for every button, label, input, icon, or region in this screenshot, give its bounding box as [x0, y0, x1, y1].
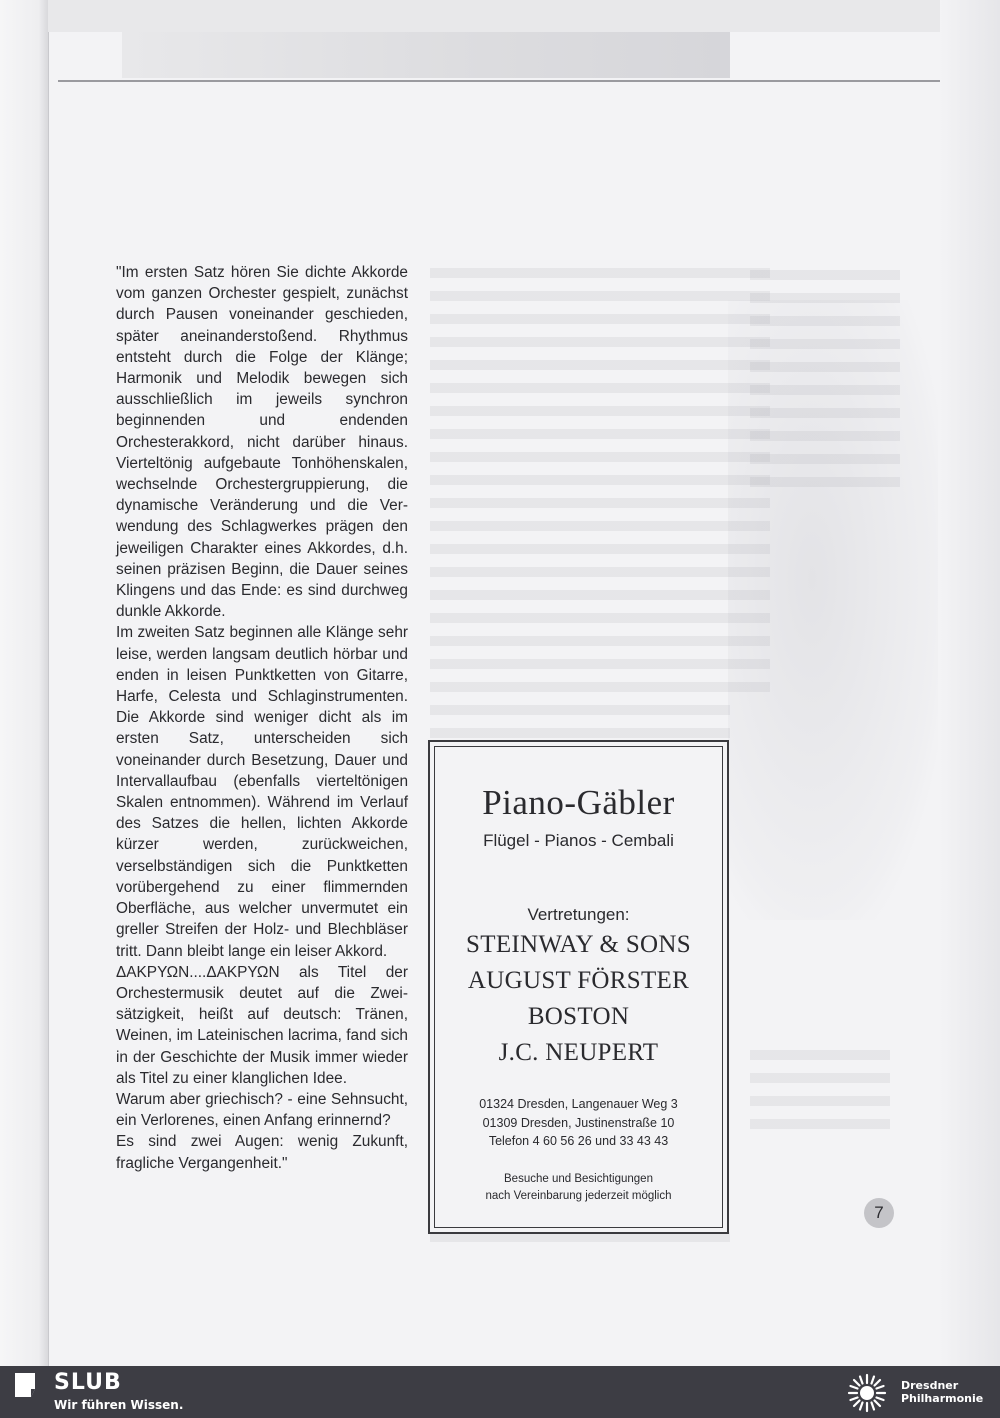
- bleedthrough-caption-bottom: [750, 1050, 890, 1140]
- top-page-edge: [48, 0, 1000, 32]
- ad-visit-line: nach Vereinbarung jederzeit möglich: [485, 1190, 672, 1202]
- slub-logo-icon: [13, 1371, 41, 1399]
- bleedthrough-portrait: [728, 300, 938, 920]
- ad-address-line: 01324 Dresden, Langenauer Weg 3: [479, 1097, 678, 1111]
- ad-brand: J.C. NEUPERT: [498, 1039, 659, 1066]
- page-number: 7: [864, 1198, 894, 1228]
- essay-paragraph: "Im ersten Satz hören Sie dichte Akkorde vom ganzen Orchester gespielt, zunächst durch Pausen voneinander geschieden, später aneinanderstoßend. Rhythmus entsteht durch die Folge der Klänge; Harmonik und Melodik bewegen sich ausschließlich im jeweils synchron beginnenden und endenden Orchesterakkord, nicht darüber hinaus. Vierteltönig aufgebaute Tonhöhenskalen, wechselnde Orchestergruppierung, die dynamische Veränderung und die Verwendung des Schlagwerkes prägen den jeweiligen Charakter eines Akkordes, d.h. seinen präzisen Beginn, die Dauer seines Klingens und das Ende: es sind durchweg dunkle Akkorde.: [116, 264, 408, 621]
- essay-paragraph: Warum aber griechisch? - eine Sehnsucht, ein Verlorenes, einen Anfang erinnernd?: [116, 1090, 408, 1130]
- ad-brand-list: [435, 927, 722, 1071]
- bleedthrough-column-right: [430, 268, 730, 738]
- ad-brand: BOSTON: [527, 1003, 630, 1030]
- viewer-footer: [0, 1366, 1000, 1418]
- bleedthrough-column-bottom: [430, 1232, 730, 1252]
- library-name: SLUB: [54, 1370, 122, 1395]
- ad-title: Piano-Gäbler: [482, 783, 675, 822]
- ad-brand: AUGUST FÖRSTER: [467, 967, 690, 994]
- partner-name-line: Philharmonie: [901, 1392, 984, 1405]
- ad-phone-line: Telefon 4 60 56 26 und 33 43 43: [488, 1134, 669, 1148]
- piano-advertisement: [428, 740, 729, 1234]
- ad-visit-note: [435, 1171, 722, 1205]
- ad-address: [435, 1095, 722, 1151]
- partner-name: [901, 1379, 983, 1405]
- ad-subtitle: Flügel - Pianos - Cembali: [483, 831, 674, 850]
- philharmonie-logo-icon: [842, 1372, 892, 1414]
- previous-page-edge: [0, 0, 49, 1366]
- ad-representations-label: Vertretungen:: [527, 905, 630, 924]
- ad-address-line: 01309 Dresden, Justinenstraße 10: [482, 1115, 675, 1130]
- advertisement-inner-frame: [434, 746, 723, 1228]
- essay-text: [116, 262, 408, 1174]
- ad-visit-line: Besuche und Besichtigungen: [504, 1173, 653, 1185]
- ad-brand: STEINWAY & SONS: [466, 931, 691, 958]
- partner-name-line: Dresdner: [901, 1379, 959, 1392]
- right-page-edge: [940, 0, 1000, 1366]
- essay-paragraph: Im zweiten Satz beginnen alle Klänge sehr leise, werden langsam deutlich hörbar und enden in leisen Punktketten von Gitarre, Harfe, Celesta und Schlaginstrumenten. Die Akkorde sind weniger dicht als im ersten Satz, unterscheiden sich voneinander durch Besetzung, Dauer und Intervallaufbau (ebenfalls vierteltönigen Skalen entnommen). Während im Verlauf des Satzes die hellen, lichten Akkorde kürzer werden, zurückweichen, verselbständigen sich die Punktketten vorübergehend zu einer flimmernden Oberfläche, aus welcher unvermutet ein greller Streifen der Holz- und Blechbläser tritt. Dann bleibt lange ein leiser Akkord.: [116, 624, 408, 960]
- library-tagline: Wir führen Wissen.: [54, 1398, 184, 1412]
- essay-paragraph: ΔΑΚΡΥΩΝ....ΔΑΚΡΥΩΝ als Titel der Orchestermusik deutet auf die Zweisätzigkeit, heißt auf deutsch: Tränen, Weinen, im Lateinischen lacrima, fand sich in der Geschichte der Musik immer wieder als Titel zu einer klanglichen Idee.: [116, 963, 408, 1087]
- essay-paragraph: Es sind zwei Augen: wenig Zukunft, fragliche Vergangenheit.": [116, 1133, 408, 1172]
- header-rule: [58, 80, 1000, 82]
- header-bleedthrough: [360, 44, 720, 74]
